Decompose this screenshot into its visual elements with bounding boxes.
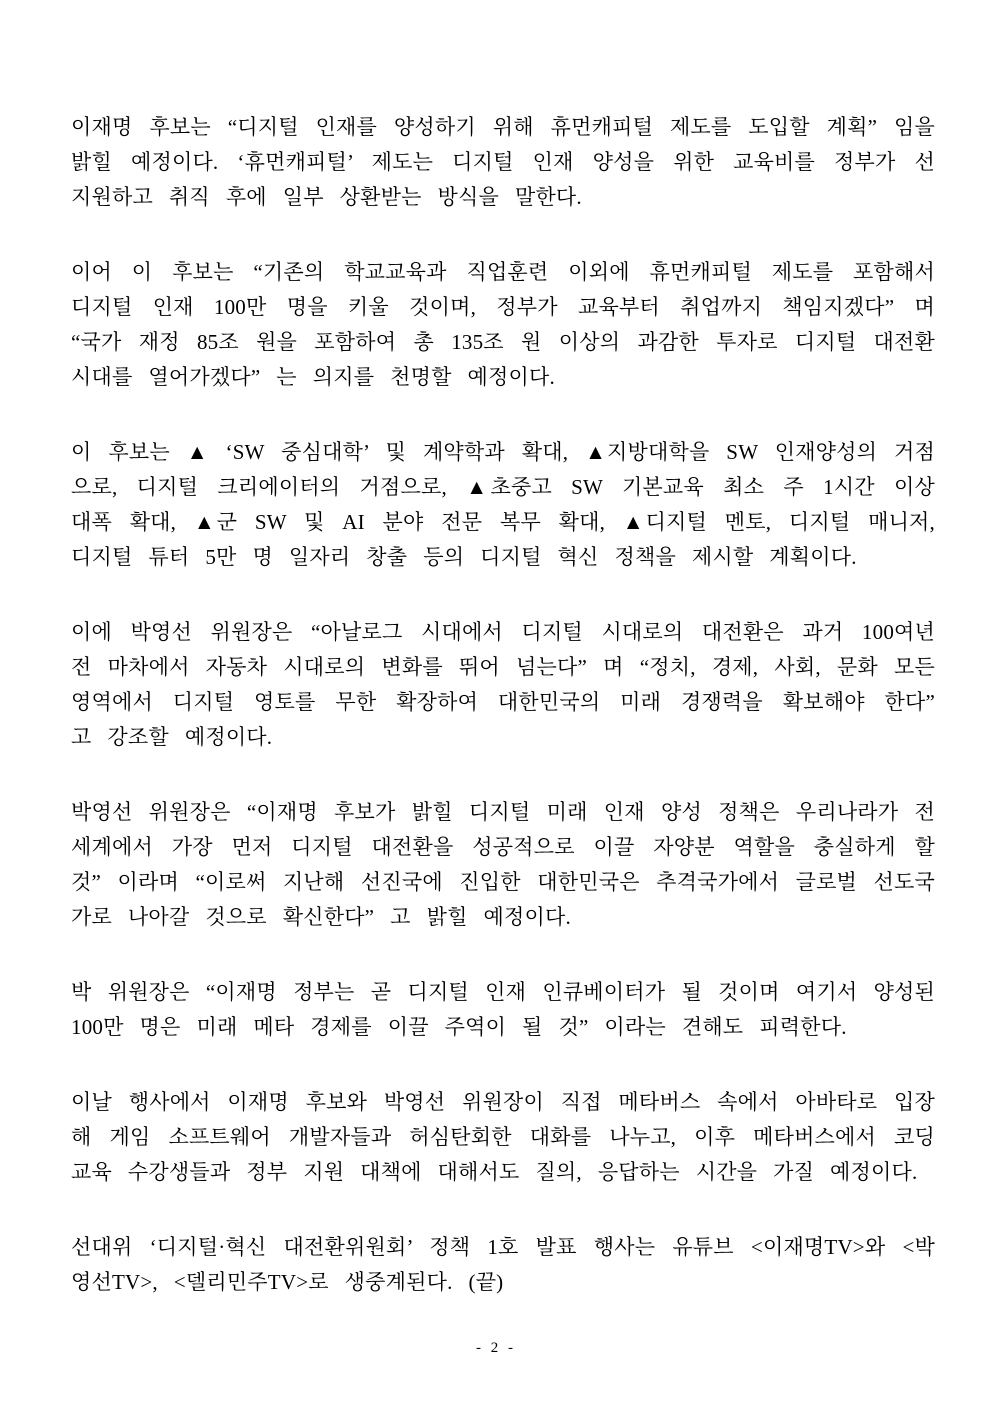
page-number: - 2 - (476, 1340, 516, 1356)
paragraph-5: 박영선 위원장은 “이재명 후보가 밝힐 디지털 미래 인재 양성 정책은 우리나라가 전 세계에서 가장 먼저 디지털 대전환을 성공적으로 이끌 자양분 역할을 충실하게 할 것” 이라며 “이로써 지난해 선진국에 진입한 대한민국은 추격국가에서 글로벌 선도국가로 나아갈 것으로 확신한다” 고 밝힐 예정이다. (71, 800, 935, 929)
paragraph-3: 이 후보는 ▲ ‘SW 중심대학’ 및 계약학과 확대, ▲지방대학을 SW 인재양성의 거점으로, 디지털 크리에이터의 거점으로, ▲초중고 SW 기본교육 최소 주 1시간 이상 대폭 확대, ▲군 SW 및 AI 분야 전문 복무 확대, ▲디지털 멘토, 디지털 매니저, 디지털 튜터 5만 명 일자리 창출 등의 디지털 혁신 정책을 제시할 계획이다. (71, 440, 935, 569)
paragraph-1: 이재명 후보는 “디지털 인재를 양성하기 위해 휴먼캐피털 제도를 도입할 계획” 임을 밝힐 예정이다. ‘휴먼캐피털’ 제도는 디지털 인재 양성을 위한 교육비를 정부가 선 지원하고 취직 후에 일부 상환받는 방식을 말한다. (71, 115, 935, 209)
paragraph-4: 이에 박영선 위원장은 “아날로그 시대에서 디지털 시대로의 대전환은 과거 100여년 전 마차에서 자동차 시대로의 변화를 뛰어 넘는다” 며 “정치, 경제, 사회, 문화 모든 영역에서 디지털 영토를 무한 확장하여 대한민국의 미래 경쟁력을 확보해야 한다” 고 강조할 예정이다. (71, 620, 935, 749)
paragraph-2: 이어 이 후보는 “기존의 학교교육과 직업훈련 이외에 휴먼캐피털 제도를 포함해서 디지털 인재 100만 명을 키울 것이며, 정부가 교육부터 취업까지 책임지겠다” 며 “국가 재정 85조 원을 포함하여 총 135조 원 이상의 과감한 투자로 디지털 대전환 시대를 열어가겠다” 는 의지를 천명할 예정이다. (71, 260, 935, 389)
paragraph-8: 선대위 ‘디지털·혁신 대전환위원회’ 정책 1호 발표 행사는 유튜브 <이재명TV>와 <박영선TV>, <델리민주TV>로 생중계된다. (끝) (71, 1235, 935, 1294)
paragraph-6: 박 위원장은 “이재명 정부는 곧 디지털 인재 인큐베이터가 될 것이며 여기서 양성된 100만 명은 미래 메타 경제를 이끌 주역이 될 것” 이라는 견해도 피력한다. (71, 980, 935, 1039)
document-body (71, 110, 935, 1300)
paragraph-7: 이날 행사에서 이재명 후보와 박영선 위원장이 직접 메타버스 속에서 아바타로 입장해 게임 소프트웨어 개발자들과 허심탄회한 대화를 나누고, 이후 메타버스에서 코딩 교육 수강생들과 정부 지원 대책에 대해서도 질의, 응답하는 시간을 가질 예정이다. (71, 1090, 935, 1184)
